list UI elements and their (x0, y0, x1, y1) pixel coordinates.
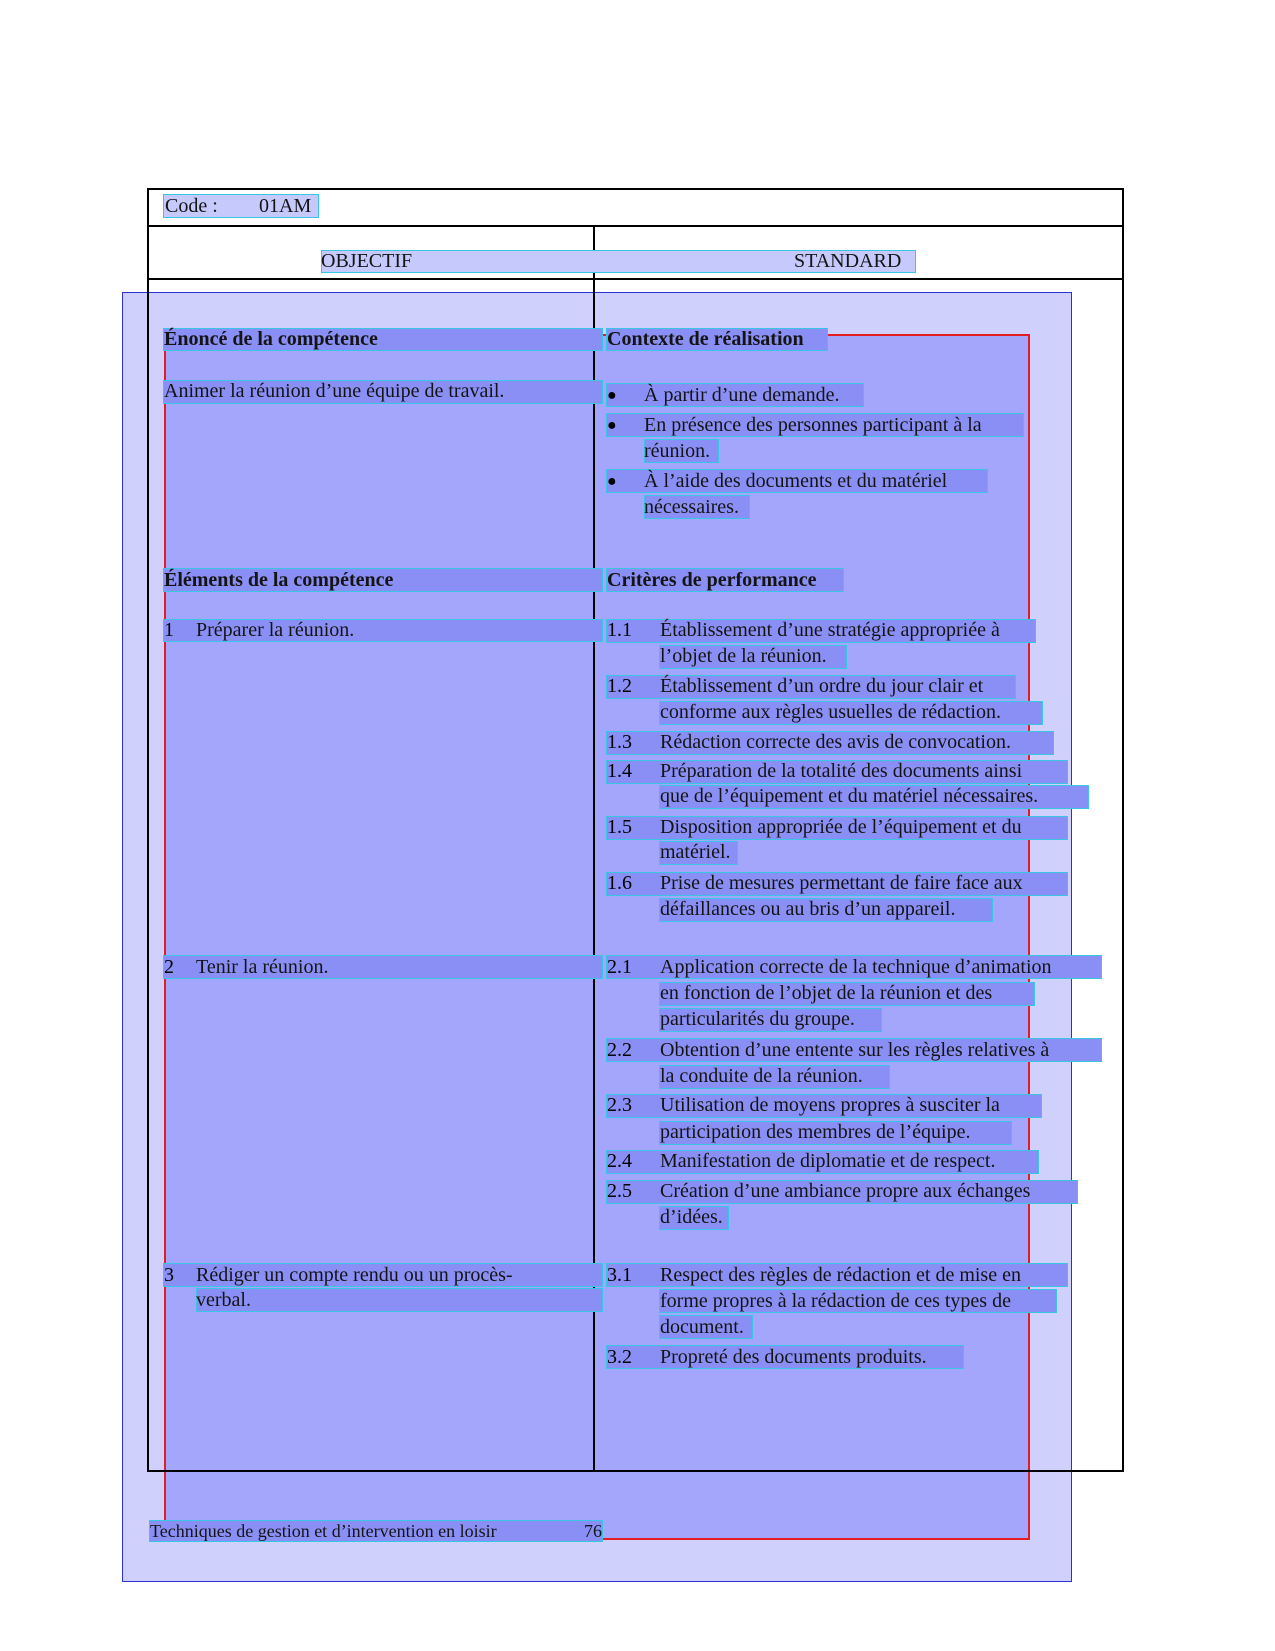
critere-3-1-number: 3.1 (607, 1264, 632, 1286)
element-2-text: Tenir la réunion. (196, 956, 329, 978)
critere-2-4-number: 2.4 (607, 1150, 632, 1172)
critere-1-6-text-b: défaillances ou au bris d’un appareil. (660, 898, 956, 920)
bullet-icon: ● (607, 417, 617, 434)
critere-1-2-text-b: conforme aux règles usuelles de rédaction. (660, 701, 1001, 723)
table-top-border (147, 188, 1124, 190)
criteres-heading: Critères de performance (607, 569, 817, 591)
code-label: Code : (165, 195, 218, 217)
critere-2-3-number: 2.3 (607, 1094, 632, 1116)
critere-1-6-text-a: Prise de mesures permettant de faire face aux (660, 872, 1023, 894)
critere-3-1-text-a: Respect des règles de rédaction et de mise en (660, 1264, 1021, 1286)
critere-1-4-number: 1.4 (607, 760, 632, 782)
critere-1-2-text-a: Établissement d’un ordre du jour clair et (660, 675, 984, 697)
header-row-divider (147, 278, 1124, 280)
critere-2-5-text-b: d’idées. (660, 1206, 723, 1228)
header-objectif: OBJECTIF (321, 250, 413, 272)
critere-1-3-text: Rédaction correcte des avis de convocation. (660, 731, 1011, 753)
contexte-item-3a: À l’aide des documents et du matériel (644, 470, 948, 492)
table-right-border (1122, 188, 1124, 1472)
critere-3-2-text: Propreté des documents produits. (660, 1346, 927, 1368)
enonce-text: Animer la réunion d’une équipe de travail. (164, 380, 505, 402)
critere-2-4-text: Manifestation de diplomatie et de respect. (660, 1150, 996, 1172)
critere-2-2-text-b: la conduite de la réunion. (660, 1065, 863, 1087)
critere-2-1-text-c: particularités du groupe. (660, 1008, 855, 1030)
contexte-item-3b: nécessaires. (644, 496, 739, 518)
bullet-icon: ● (607, 473, 617, 490)
critere-1-1-text-a: Établissement d’une stratégie appropriée à (660, 619, 1000, 641)
enonce-heading: Énoncé de la compétence (164, 328, 378, 350)
element-2-number: 2 (164, 956, 174, 978)
critere-1-5-text-a: Disposition appropriée de l’équipement et du (660, 816, 1022, 838)
elements-heading: Éléments de la compétence (164, 569, 394, 591)
critere-2-1-text-a: Application correcte de la technique d’animation (660, 956, 1052, 978)
contexte-heading: Contexte de réalisation (607, 328, 804, 350)
critere-2-5-text-a: Création d’une ambiance propre aux échanges (660, 1180, 1031, 1202)
critere-1-5-number: 1.5 (607, 816, 632, 838)
critere-1-3-number: 1.3 (607, 731, 632, 753)
critere-2-2-text-a: Obtention d’une entente sur les règles relatives à (660, 1039, 1050, 1061)
critere-3-1-text-c: document. (660, 1316, 744, 1338)
critere-3-2-number: 3.2 (607, 1346, 632, 1368)
footer-text: Techniques de gestion et d’intervention en loisir (150, 1521, 497, 1541)
critere-2-2-number: 2.2 (607, 1039, 632, 1061)
critere-2-3-text-a: Utilisation de moyens propres à susciter la (660, 1094, 1000, 1116)
table-bottom-border (147, 1470, 1124, 1472)
critere-3-1-text-b: forme propres à la rédaction de ces types de (660, 1290, 1011, 1312)
header-standard: STANDARD (794, 250, 902, 272)
critere-2-1-text-b: en fonction de l’objet de la réunion et des (660, 982, 993, 1004)
critere-1-5-text-b: matériel. (660, 841, 731, 863)
critere-1-1-number: 1.1 (607, 619, 632, 641)
code-value: 01AM (259, 195, 312, 217)
footer-page-number: 76 (584, 1521, 602, 1541)
critere-1-1-text-b: l’objet de la réunion. (660, 645, 827, 667)
critere-1-6-number: 1.6 (607, 872, 632, 894)
critere-2-1-number: 2.1 (607, 956, 632, 978)
critere-1-4-text-a: Préparation de la totalité des documents ainsi (660, 760, 1023, 782)
code-row-divider (147, 225, 1124, 227)
bullet-icon: ● (607, 387, 617, 404)
contexte-item-1: À partir d’une demande. (644, 384, 840, 406)
element-1-text: Préparer la réunion. (196, 619, 355, 641)
critere-2-3-text-b: participation des membres de l’équipe. (660, 1121, 971, 1143)
critere-2-5-number: 2.5 (607, 1180, 632, 1202)
element-3-number: 3 (164, 1264, 174, 1286)
contexte-item-2a: En présence des personnes participant à la (644, 414, 982, 436)
element-3-text-b: verbal. (196, 1289, 251, 1311)
element-1-number: 1 (164, 619, 174, 641)
element-3-hl-b (196, 1288, 603, 1312)
contexte-item-2b: réunion. (644, 440, 711, 462)
critere-1-4-text-b: que de l’équipement et du matériel nécessaires. (660, 785, 1039, 807)
table-left-border (147, 188, 149, 1472)
element-3-text-a: Rédiger un compte rendu ou un procès- (196, 1264, 513, 1286)
critere-1-2-number: 1.2 (607, 675, 632, 697)
